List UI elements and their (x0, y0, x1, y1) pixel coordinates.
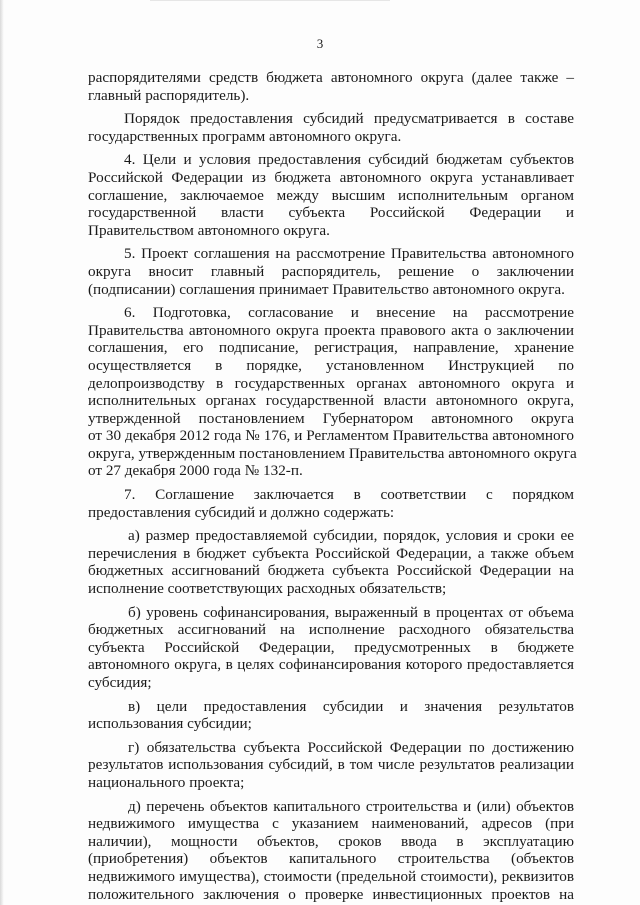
text-line: предоставления субсидий и должно содержать: (88, 503, 395, 521)
text-line: д) перечень объектов капитального строительства и (или) объектов (128, 797, 574, 815)
text-line: недвижимого имущества), стоимости (предельной стоимости), реквизитов (88, 867, 574, 885)
text-line: субъекта Российской Федерации, предусмотренных в бюджете (88, 638, 574, 656)
text-line: национального проекта; (88, 773, 245, 791)
text-line: (подписании) соглашения принимает Правительство автономного округа. (88, 280, 565, 298)
text-line: использования субсидии; (88, 715, 252, 733)
scan-artifact-line (150, 0, 390, 1)
text-line: округа вносит главный распорядитель, решение о заключении (88, 262, 574, 280)
text-line: 7. Соглашение заключается в соответствии с порядком (124, 486, 574, 504)
text-line: соглашение, заключаемое между высшим исполнительным органом (88, 186, 574, 204)
text-line: распорядителями средств бюджета автономного округа (далее также – (88, 69, 574, 86)
text-line: положительного заключения о проверке инвестиционных проектов на (88, 885, 574, 903)
text-line: (приобретения) объектов капитального строительства (объектов (88, 850, 574, 868)
text-line: в) цели предоставления субсидии и значения результатов (128, 697, 574, 715)
text-line: Российской Федерации из бюджета автономного округа устанавливает (88, 168, 574, 186)
text-line: результатов использования субсидий, в том числе результатов реализации (88, 756, 574, 774)
text-line: перечисления в бюджет субъекта Российской Федерации, а также объем (88, 544, 574, 562)
text-line: от 30 декабря 2012 года № 176, и Регламентом Правительства автономного (88, 427, 574, 445)
text-line: округа, утвержденным постановлением Правительства автономного округа (88, 444, 577, 462)
text-line: 6. Подготовка, согласование и внесение на рассмотрение (124, 304, 574, 322)
text-line: главный распорядитель). (88, 86, 250, 104)
page-number: 3 (316, 36, 324, 51)
text-line: Порядок предоставления субсидий предусматривается в составе (124, 110, 574, 128)
document-body (88, 69, 577, 903)
text-line: делопроизводству в государственных органах автономного округа и (88, 374, 574, 392)
text-line: бюджетных ассигнований бюджета субъекта Российской Федерации на (88, 562, 574, 580)
text-line: утвержденной постановлением Губернатором автономного округа (88, 409, 574, 427)
text-line: Правительства автономного округа проекта правового акта о заключении (88, 321, 574, 339)
text-line: осуществляется в порядке, установленном Инструкцией по (88, 356, 574, 374)
scan-edge (0, 0, 4, 905)
text-line: 5. Проект соглашения на рассмотрение Правительства автономного (124, 245, 574, 263)
text-line: от 27 декабря 2000 года № 132-п. (88, 462, 303, 480)
text-line: субсидия; (88, 674, 152, 691)
text-line: исполнение соответствующих расходных обязательств; (88, 580, 447, 598)
text-line: Правительством автономного округа. (88, 221, 330, 239)
text-line: 4. Цели и условия предоставления субсидий бюджетам субъектов (124, 151, 574, 169)
text-line: автономного округа, в целях софинансирования которого предоставляется (88, 656, 574, 674)
text-line: наличии), мощности объектов, сроков ввода в эксплуатацию (88, 832, 574, 850)
text-line: недвижимого имущества с указанием наименований, адресов (при (88, 815, 574, 833)
text-line: государственных программ автономного округа. (88, 127, 402, 145)
text-line: г) обязательства субъекта Российской Федерации по достижению (128, 738, 574, 756)
text-line: государственной власти субъекта Российской Федерации и (88, 204, 574, 222)
text-line: исполнительных органах государственной власти автономного округа, (88, 392, 574, 410)
text-line: а) размер предоставляемой субсидии, порядок, условия и сроки ее (128, 527, 574, 545)
text-line: бюджетных ассигнований на исполнение расходного обязательства (88, 621, 574, 639)
text-line: б) уровень софинансирования, выраженный в процентах от объема (128, 603, 574, 621)
text-line: соглашения, его подписание, регистрация, направление, хранение (88, 339, 574, 357)
